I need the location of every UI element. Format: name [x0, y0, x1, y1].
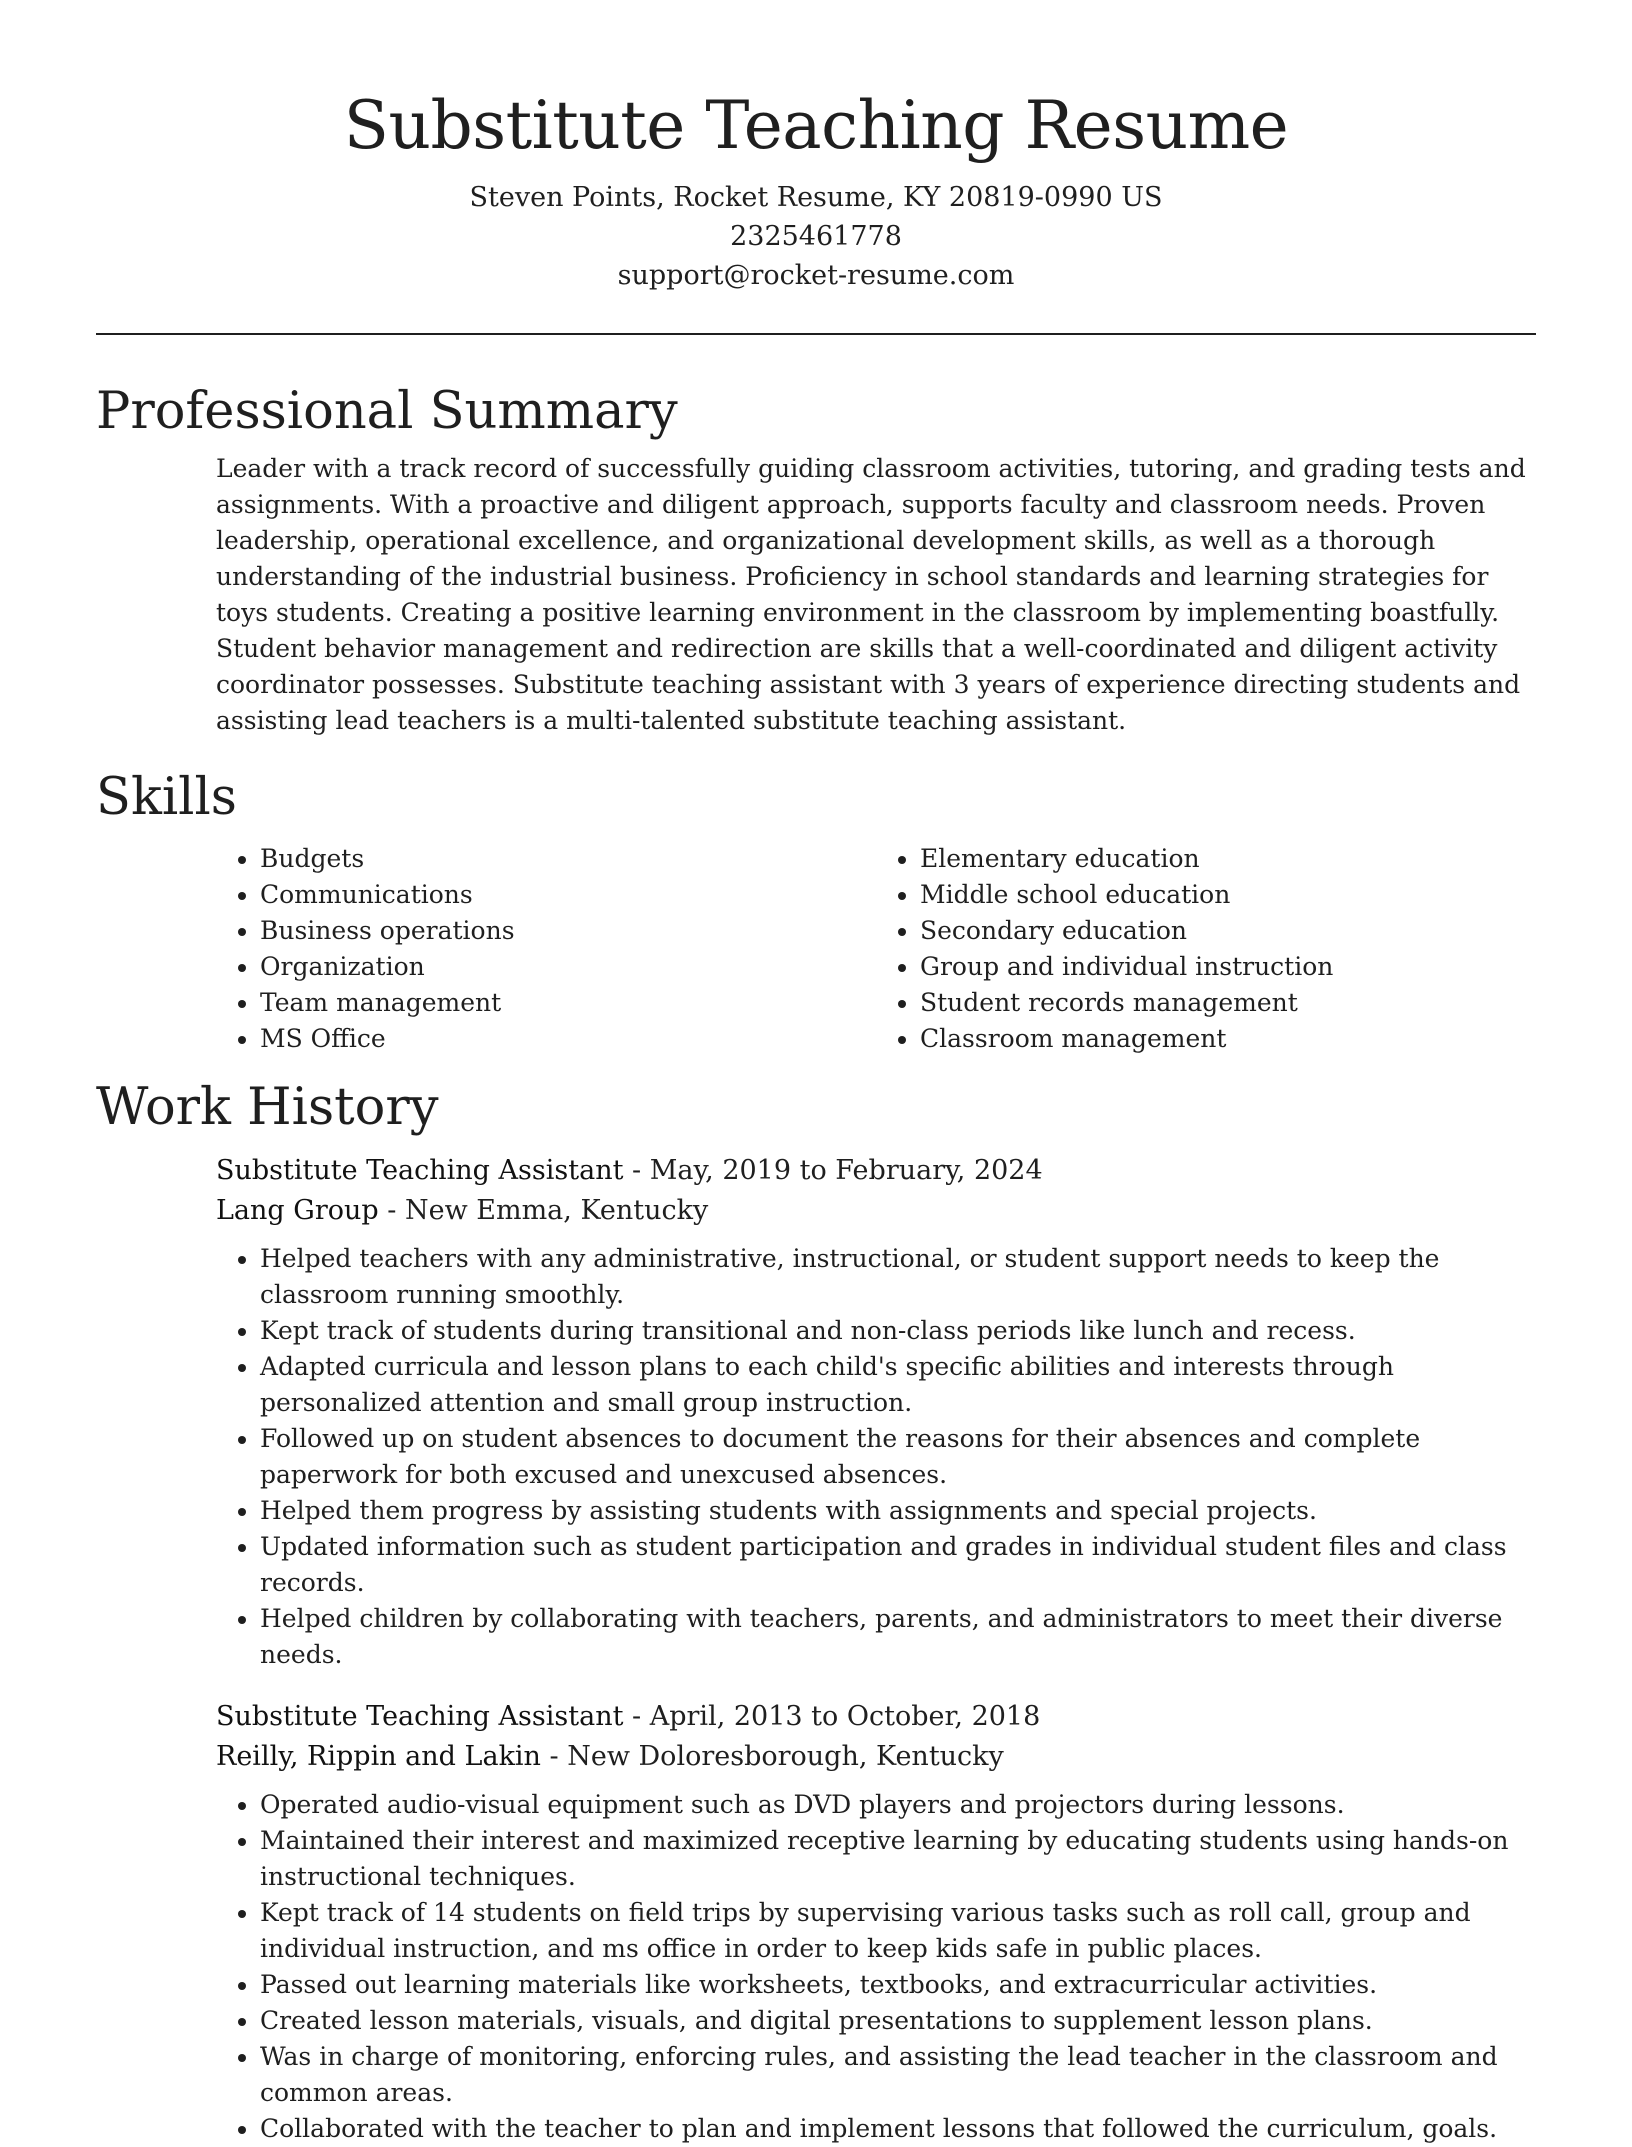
header-divider: [96, 333, 1536, 335]
contact-info: [96, 178, 1536, 295]
job-bullet: • Was in charge of monitoring, enforcing rules, and assisting the lead teacher in the classroom and common areas.: [260, 2039, 1536, 2111]
skill-item: • Budgets: [260, 841, 876, 877]
job-bullet: • Updated information such as student participation and grades in individual student files and class records.: [260, 1529, 1536, 1601]
job-dates: - May, 2019 to February, 2024: [623, 1155, 1043, 1186]
summary-text: Leader with a track record of successfully guiding classroom activities, tutoring, and grading tests and assignments. With a proactive and diligent approach, supports faculty and classroom needs. Proven leadership, operational excellence, and organizational development skills, as well as a thorough understanding of the industrial business. Proficiency in school standards and learning strategies for toys students. Creating a positive learning environment in the classroom by implementing boastfully. Student behavior management and redirection are skills that a well-coordinated and diligent activity coordinator possesses. Substitute teaching assistant with 3 years of experience directing students and assisting lead teachers is a multi-talented substitute teaching assistant.: [216, 454, 1526, 735]
job-title-line: [216, 1151, 1536, 1191]
resume-title: Substitute Teaching Resume: [343, 87, 1289, 164]
job-bullet: • Followed up on student absences to document the reasons for their absences and complete paperwork for both excused and unexcused absences.: [260, 1421, 1536, 1493]
job-title: Substitute Teaching Assistant: [216, 1701, 624, 1732]
job-bullet: • Helped them progress by assisting students with assignments and special projects.: [260, 1493, 1536, 1529]
skill-item: • Communications: [260, 877, 876, 913]
work-history-section: [96, 1075, 1536, 2147]
skills-right-column: [876, 841, 1536, 1057]
job-bullet: • Adapted curricula and lesson plans to each child's specific abilities and interests through personalized attention and small group instruction.: [260, 1349, 1536, 1421]
skills-left-column: [216, 841, 876, 1057]
contact-email: support@rocket-resume.com: [617, 260, 1015, 291]
job-bullet: • Collaborated with the teacher to plan and implement lessons that followed the curriculum, goals.: [260, 2111, 1536, 2147]
job-company-line: [216, 1191, 1536, 1231]
skill-item: • Business operations: [260, 913, 876, 949]
job-entry: [216, 1151, 1536, 1673]
job-location: - New Emma, Kentucky: [378, 1195, 709, 1226]
summary-heading: Professional Summary: [96, 382, 678, 441]
job-company-line: [216, 1737, 1536, 1777]
job-entry: [216, 1697, 1536, 2147]
job-bullets: [216, 1787, 1536, 2147]
skill-item: • Student records management: [920, 985, 1536, 1021]
skills-grid: [216, 841, 1536, 1057]
job-title-line: [216, 1697, 1536, 1737]
contact-phone: 2325461778: [730, 221, 902, 252]
job-bullet: • Operated audio-visual equipment such as DVD players and projectors during lessons.: [260, 1787, 1536, 1823]
resume-page: [96, 0, 1536, 2147]
job-bullet: • Passed out learning materials like worksheets, textbooks, and extracurricular activities.: [260, 1967, 1536, 2003]
skill-item: • MS Office: [260, 1021, 876, 1057]
skill-item: • Secondary education: [920, 913, 1536, 949]
job-bullet: • Kept track of students during transitional and non-class periods like lunch and recess.: [260, 1313, 1536, 1349]
skill-item: • Classroom management: [920, 1021, 1536, 1057]
job-company: Lang Group: [216, 1195, 379, 1226]
job-bullet: • Maintained their interest and maximized receptive learning by educating students using hands-on instructional techniques.: [260, 1823, 1536, 1895]
skill-item: • Organization: [260, 949, 876, 985]
job-bullet: • Helped children by collaborating with teachers, parents, and administrators to meet their diverse needs.: [260, 1601, 1536, 1673]
skill-item: • Team management: [260, 985, 876, 1021]
job-bullet: • Created lesson materials, visuals, and digital presentations to supplement lesson plans.: [260, 2003, 1536, 2039]
job-bullet: • Helped teachers with any administrative, instructional, or student support needs to keep the classroom running smoothly.: [260, 1241, 1536, 1313]
skill-item: • Middle school education: [920, 877, 1536, 913]
job-bullets: [216, 1241, 1536, 1673]
job-dates: - April, 2013 to October, 2018: [623, 1701, 1041, 1732]
summary-section: [96, 379, 1536, 739]
skill-item: • Group and individual instruction: [920, 949, 1536, 985]
skills-section: [96, 765, 1536, 1057]
job-location: - New Doloresborough, Kentucky: [540, 1741, 1004, 1772]
resume-header: [96, 0, 1536, 295]
job-bullet: • Kept track of 14 students on field trips by supervising various tasks such as roll call, group and individual instruction, and ms office in order to keep kids safe in public places.: [260, 1895, 1536, 1967]
skill-item: • Elementary education: [920, 841, 1536, 877]
job-title: Substitute Teaching Assistant: [216, 1155, 624, 1186]
contact-address: Steven Points, Rocket Resume, KY 20819-0990 US: [469, 182, 1163, 213]
work-history-heading: Work History: [96, 1078, 439, 1137]
skills-heading: Skills: [96, 768, 237, 827]
job-company: Reilly, Rippin and Lakin: [216, 1741, 541, 1772]
